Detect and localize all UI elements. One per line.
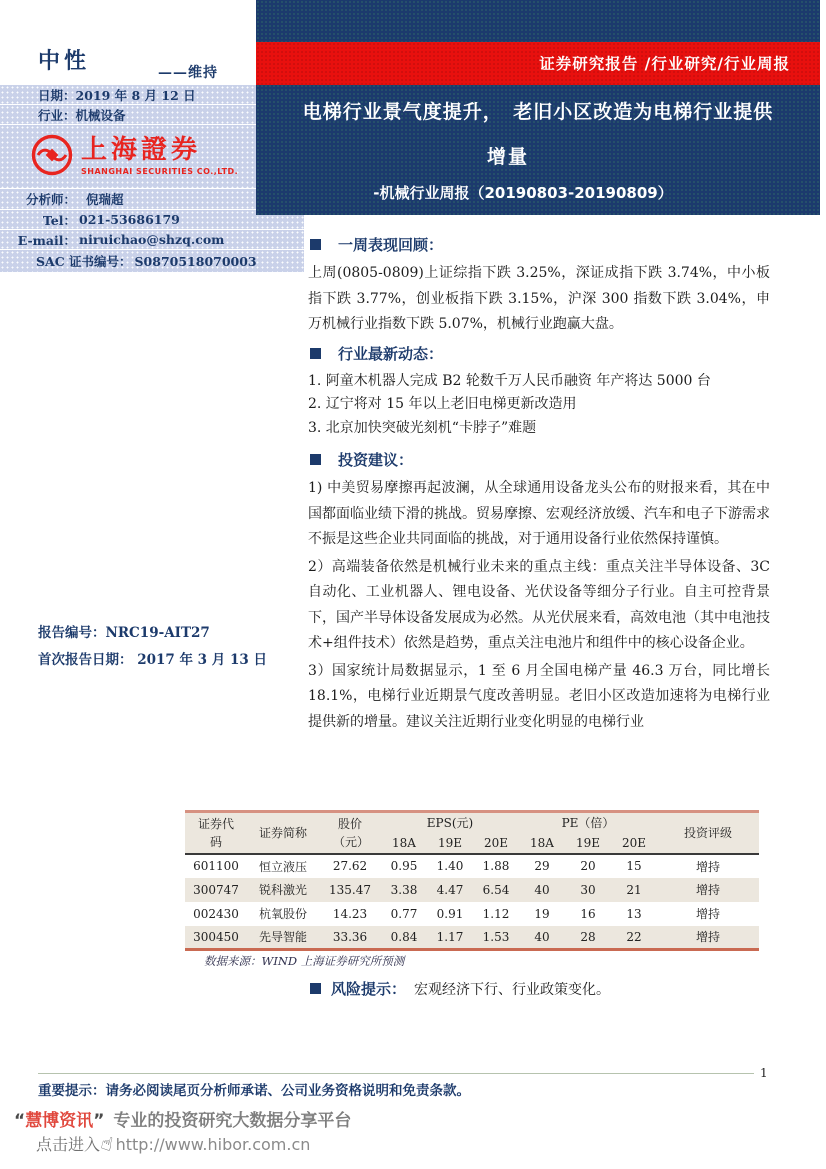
report-number-label: 报告编号：: [38, 625, 106, 641]
news-item: 2. 辽宁将对 15 年以上老旧电梯更新改造用: [308, 396, 577, 412]
tel-label: Tel：: [42, 212, 76, 228]
cell-eps-20e: 1.53: [473, 926, 519, 950]
section-heading-week-review: [308, 234, 770, 255]
cell-name: 恒立液压: [258, 859, 307, 874]
week-review-paragraph: 上周(0805-0809)上证综指下跌 3.25%，深证成指下跌 3.74%，中小板指下跌 3.77%，创业板指下跌 3.15%，沪深 300 指数下跌 3.04%，申万机械行业指数下跌 5.07%，机械行业跑赢大盘。: [308, 265, 770, 332]
footer-divider: [38, 1073, 754, 1074]
analyst-label: 分析师：: [25, 192, 76, 207]
close-quote: ”: [93, 1111, 105, 1131]
cell-pe-18a: 19: [534, 906, 550, 921]
col-header-eps-18a: 18A: [381, 833, 427, 854]
page-number: 1: [760, 1066, 768, 1080]
col-header-eps-group: EPS(元): [381, 812, 519, 833]
cell-rating: 增持: [695, 859, 720, 874]
col-header-pe-18a: 18A: [519, 833, 565, 854]
square-bullet-icon: [310, 239, 321, 250]
cell-code: 002430: [193, 906, 239, 921]
cell-pe-18a: 40: [519, 878, 565, 902]
section-heading-label: 行业最新动态：: [338, 344, 444, 363]
cell-eps-18a: 0.77: [390, 906, 418, 921]
rating-value: 中性: [38, 48, 91, 74]
report-number-value: NRC19-AIT27: [105, 625, 210, 641]
cell-pe-19e: 28: [565, 926, 611, 950]
link-prefix: 点击进入: [36, 1135, 101, 1154]
cell-code: 300747: [185, 878, 247, 902]
advice-paragraph: 2）高端装备依然是机械行业未来的重点主线：重点关注半导体设备、3C 自动化、工业机器人、锂电设备、光伏设备等细分子行业。自主可控背景下，国产半导体设备发展成为必然。从光伏展来看，高效电池（其中电池技术+组件技术）依然是趋势，重点关注电池片和组件中的核心设备企业。: [308, 558, 770, 651]
cell-eps-18a: 0.84: [381, 926, 427, 950]
report-body: [308, 229, 770, 737]
report-number-line: [38, 620, 267, 647]
sac-label: SAC 证书编号：: [36, 254, 132, 269]
cell-pe-20e: 15: [626, 859, 642, 873]
hibor-link-line: [36, 1132, 310, 1155]
report-title-line2: 增量: [486, 146, 529, 168]
section-heading-label: 投资建议：: [338, 451, 414, 469]
square-bullet-icon: [310, 454, 321, 465]
cell-code: 300450: [185, 926, 247, 950]
col-header-eps-19e: 19E: [427, 833, 473, 854]
cell-price: 33.36: [319, 926, 381, 950]
col-header-code: 证券代码: [185, 812, 247, 854]
hibor-brand-name: 慧博资讯: [25, 1111, 94, 1131]
cell-rating: 增持: [695, 907, 720, 921]
table-row: [185, 902, 759, 926]
cell-price: 27.62: [332, 859, 368, 873]
hibor-brand-line: [14, 1106, 351, 1131]
first-report-date-value: 2017 年 3 月 13 日: [137, 652, 267, 668]
cell-pe-19e: 30: [565, 878, 611, 902]
risk-text: 宏观经济下行、行业政策变化。: [414, 981, 611, 998]
shanghai-securities-emblem-icon: [30, 133, 74, 180]
cell-eps-18a: 3.38: [381, 878, 427, 902]
cell-eps-19e: 1.17: [427, 926, 473, 950]
report-header: [256, 0, 820, 215]
cell-name: 杭氧股份: [258, 907, 307, 921]
cell-name: 锐科激光: [247, 878, 319, 902]
company-name-cn: 上海證券: [81, 135, 202, 166]
company-name-en: SHANGHAI SECURITIES CO.,LTD.: [81, 166, 239, 176]
col-header-eps-20e: 20E: [473, 833, 519, 854]
table-row: [185, 926, 759, 950]
hibor-tagline: 专业的投资研究大数据分享平台: [113, 1111, 352, 1131]
cell-pe-20e: 13: [626, 906, 642, 921]
report-type-banner: 证券研究报告 /行业研究/行业周报: [256, 42, 820, 85]
advice-paragraph: 1) 中美贸易摩擦再起波澜，从全球通用设备龙头公布的财报来看，其在中国都面临业绩下滑的挑战。贸易摩擦、宏观经济放缓、汽车和电子下游需求不振是这些企业共同面临的挑战，对于通用设备行业依然保持谨慎。: [308, 480, 770, 547]
report-meta: [38, 620, 267, 674]
col-header-name: 证券简称: [247, 812, 319, 854]
important-notice: [38, 1079, 470, 1099]
section-heading-investment-advice: [308, 449, 770, 470]
cell-rating: 增持: [657, 926, 759, 950]
col-header-pe-19e: 19E: [565, 833, 611, 854]
report-subtitle: -机械行业周报（20190803-20190809）: [373, 184, 673, 202]
col-header-pe-group: PE（倍）: [519, 812, 657, 833]
cell-price: 135.47: [319, 878, 381, 902]
company-logo-text: [81, 137, 238, 175]
cell-rating: 增持: [657, 878, 759, 902]
section-heading-industry-news: [308, 343, 770, 364]
report-title-line1: 电梯行业景气度提升， 老旧小区改造为电梯行业提供: [302, 101, 774, 123]
cell-pe-19e: 20: [580, 859, 596, 873]
cell-price: 14.23: [332, 906, 368, 921]
col-header-pe-20e: 20E: [611, 833, 657, 854]
date-value: 2019 年 8 月 12 日: [75, 87, 196, 103]
square-bullet-icon: [310, 348, 321, 359]
table-row: [185, 854, 759, 878]
table-row: [185, 878, 759, 902]
tel-value: 021-53686179: [79, 212, 180, 227]
risk-section: [308, 978, 610, 999]
sidebar-sac-row: [0, 250, 304, 272]
cell-pe-18a: 40: [519, 926, 565, 950]
sac-value: S0870518070003: [134, 253, 257, 269]
cell-name: 先导智能: [247, 926, 319, 950]
date-label: 日期：: [38, 87, 76, 103]
cell-pe-20e: 21: [611, 878, 657, 902]
cell-eps-19e: 0.91: [436, 906, 464, 921]
news-item: 1. 阿童木机器人完成 B2 轮数千万人民币融资 年产将达 5000 台: [308, 372, 711, 389]
first-report-date-line: [38, 647, 267, 674]
important-notice-label: 重要提示：: [38, 1083, 106, 1099]
cell-eps-19e: 4.47: [427, 878, 473, 902]
hibor-url-link[interactable]: http://www.hibor.com.cn: [115, 1135, 311, 1154]
stock-recommendation-table: [185, 810, 759, 951]
news-item: 3. 北京加快突破光刻机“卡脖子”难题: [308, 419, 537, 436]
col-header-price: 股价（元）: [319, 812, 381, 854]
cell-eps-20e: 1.12: [482, 906, 510, 921]
data-source-note: 数据来源：WIND 上海证券研究所预测: [204, 954, 405, 968]
advice-paragraph: 3）国家统计局数据显示，1 至 6 月全国电梯产量 46.3 万台，同比增长 18.1%，电梯行业近期景气度改善明显。老旧小区改造加速将为电梯行业提供新的增量。建议关注近期行业变化明显的电梯行业: [308, 662, 770, 730]
col-header-rating: 投资评级: [657, 812, 759, 854]
rating-status: ——维持: [158, 65, 218, 81]
cell-pe-18a: 29: [534, 859, 550, 873]
cell-pe-20e: 22: [611, 926, 657, 950]
cell-eps-19e: 1.40: [436, 859, 464, 873]
important-notice-text: 请务必阅读尾页分析师承诺、公司业务资格说明和免责条款。: [105, 1083, 470, 1099]
cell-eps-18a: 0.95: [390, 859, 418, 873]
email-label: E-mail：: [17, 232, 76, 248]
industry-value: 机械设备: [75, 107, 126, 123]
sidebar-email-row: [0, 230, 304, 250]
cell-eps-20e: 6.54: [473, 878, 519, 902]
risk-heading: 风险提示：: [331, 980, 407, 998]
cell-eps-20e: 1.88: [482, 859, 510, 873]
square-bullet-icon: [310, 983, 321, 994]
open-quote: “: [14, 1111, 26, 1131]
first-report-date-label: 首次报告日期：: [38, 652, 133, 668]
industry-label: 行业：: [38, 107, 76, 123]
analyst-name: 倪瑞超: [86, 192, 124, 207]
pointing-hand-icon: ☝: [98, 1131, 116, 1157]
email-value[interactable]: niruichao@shzq.com: [79, 232, 225, 247]
cell-pe-19e: 16: [580, 906, 596, 921]
cell-code: 601100: [193, 859, 239, 873]
section-heading-label: 一周表现回顾：: [338, 236, 444, 254]
